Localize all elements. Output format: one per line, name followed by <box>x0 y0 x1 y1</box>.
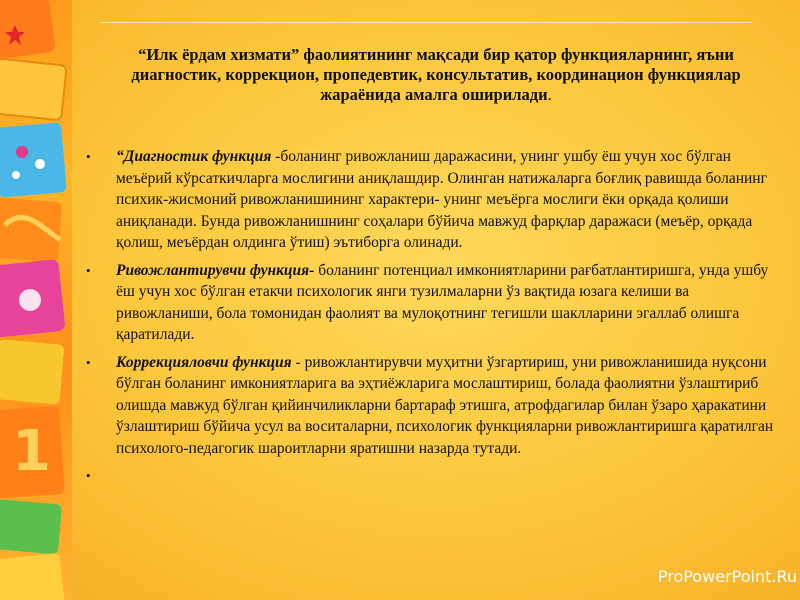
item-term: Ривожлантирувчи функция- <box>116 261 315 279</box>
item-term: Коррекцияловчи функция <box>116 353 292 371</box>
list-item <box>86 352 776 460</box>
header-divider-line <box>100 22 752 23</box>
slide-heading <box>96 45 776 105</box>
item-term: Диагностик функция <box>123 148 276 165</box>
bullet-marker: • <box>86 354 91 370</box>
watermark-text: ProPowerPoint.Ru <box>657 567 797 586</box>
toy-blocks-illustration <box>0 0 72 600</box>
digit-one-icon: 1 <box>12 419 51 484</box>
bullet-list <box>86 146 776 483</box>
item-text: боланинг потенциал имкониятларини рағбатлантиришга, унда ушбу ёш учун хос бўлган етакчи психологик янги тузилмаларни ўз вақтида юзага келиши ва ривожланиши, бола томонидан фаолият ва мулоқотнинг тегишли шаклларини эгаллаб олишга қаратилади. <box>116 261 769 343</box>
decorative-blocks-image <box>0 0 72 600</box>
list-item <box>86 260 776 346</box>
item-text: - ривожлантирувчи муҳитни ўзгартириш, уни ривожланишида нуқсони бўлган боланинг имкониятларига ва эҳтиёжларига мослаштириш, болада фаолиятни ўзлаштириб олишда мавжуд бўлган қийинчиликларни бартараф этишга, атрофдагилар билан ўзаро ҳаракатини ўзлаштириш бўйича усул ва воситаларни, психологик функцияларни ривожлантиришга қаратилган психолого-педагогик шароитларни яратишни назарда тутади. <box>116 353 774 457</box>
bullet-marker: • <box>86 468 91 483</box>
item-lead: “ <box>116 148 124 165</box>
heading-end: . <box>547 85 552 104</box>
bullet-marker: • <box>86 262 91 278</box>
list-item <box>86 146 776 254</box>
item-text: -боланинг ривожланиш даражасини, унинг ушбу ёш учун хос бўлган меъёрий кўрсаткичларга мослигини аниқлашдир. Олинган натижаларга боғлиқ равишда боланинг психик-жисмоний ривожланишининг характери- унинг меъёрга мослиги ёки орқада қолиши аниқланади. Бунда ривожланишнинг соҳалари бўйича мавжуд фарқлар даражаси (меъёр, орқада қолиш, меъёрдан олдинга ўтиш) эътиборга олинади. <box>116 148 767 251</box>
bullet-marker: • <box>86 149 91 164</box>
heading-text: “Илк ёрдам хизмати” фаолиятининг мақсади бир қатор функцияларнинг, яъни диагностик, коррекцион, пропедевтик, консультатив, координацион функциялар жараёнида амалга оширилади <box>131 45 741 104</box>
